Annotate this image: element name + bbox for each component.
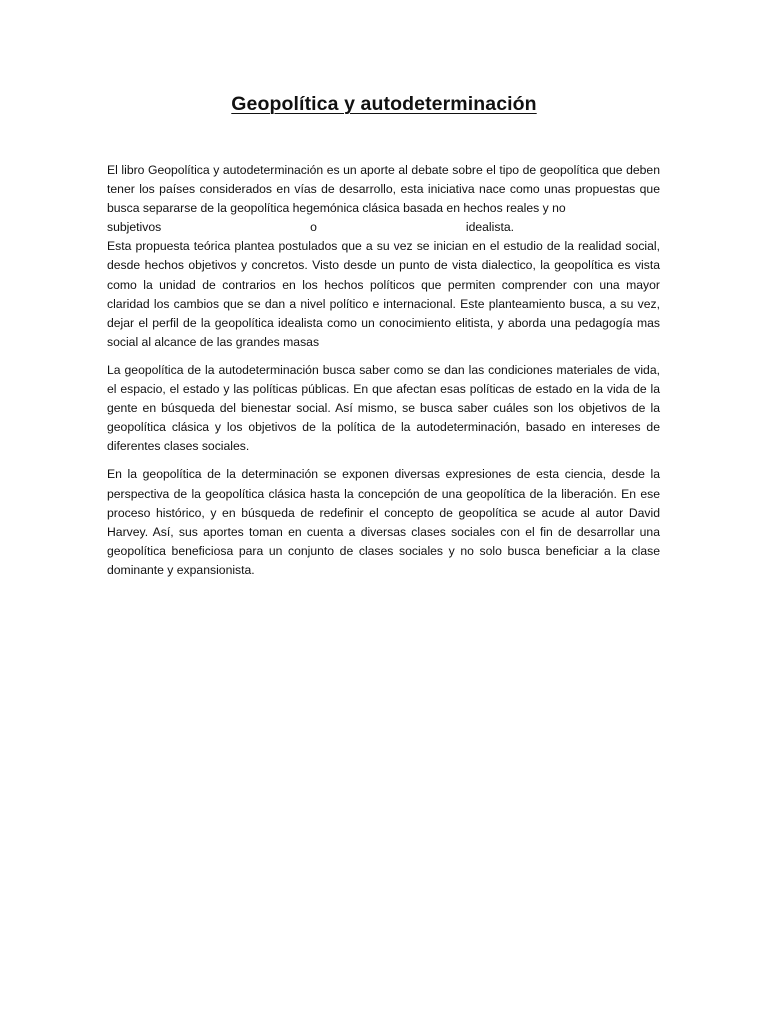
split-word-subjetivos: subjetivos: [107, 220, 162, 235]
paragraph-1-part-2: Esta propuesta teórica plantea postulados que a su vez se inician en el estudio de la realidad social, desde hechos objetivos y concretos. Visto desde un punto de vista dialectico, la geopolítica es vista como la unidad de contrarios en los hechos políticos que permiten comprender con una mayor claridad los cambios que se dan a nivel político e internacional. Este planteamiento busca, a su vez, dejar el perfil de la geopolítica idealista como un conocimiento elitista, y aborda una pedagogía mas social al alcance de las grandes masas: [107, 239, 660, 349]
paragraph-1-split-line: [107, 218, 660, 237]
split-word-idealista: idealista.: [465, 220, 514, 235]
paragraph-2: La geopolítica de la autodeterminación busca saber como se dan las condiciones materiales de vida, el espacio, el estado y las políticas públicas. En que afectan esas políticas de estado en la vida de la gente en búsqueda del bienestar social. Así mismo, se busca saber cuáles son los objetivos de la geopolítica clásica y los objetivos de la política de la autodeterminación, basado en intereses de diferentes clases sociales.: [107, 362, 660, 454]
split-word-o: o: [310, 220, 317, 235]
paragraph-3: En la geopolítica de la determinación se exponen diversas expresiones de esta ciencia, desde la perspectiva de la geopolítica clásica hasta la concepción de una geopolítica de la liberación. En ese proceso histórico, y en búsqueda de redefinir el concepto de geopolítica se acude al autor David Harvey. Así, sus aportes toman en cuenta a diversas clases sociales con el fin de desarrollar una geopolítica beneficiosa para un conjunto de clases sociales y no solo busca beneficiar a la clase dominante y expansionista.: [107, 467, 660, 577]
paragraph-1-part-1: El libro Geopolítica y autodeterminación es un aporte al debate sobre el tipo de geopolítica que deben tener los países considerados en vías de desarrollo, esta iniciativa nace como unas propuestas que busca separarse de la geopolítica hegemónica clásica basada en hechos reales y no: [107, 163, 660, 216]
document-title: Geopolítica y autodeterminación: [231, 93, 537, 115]
document-body: [107, 161, 660, 580]
